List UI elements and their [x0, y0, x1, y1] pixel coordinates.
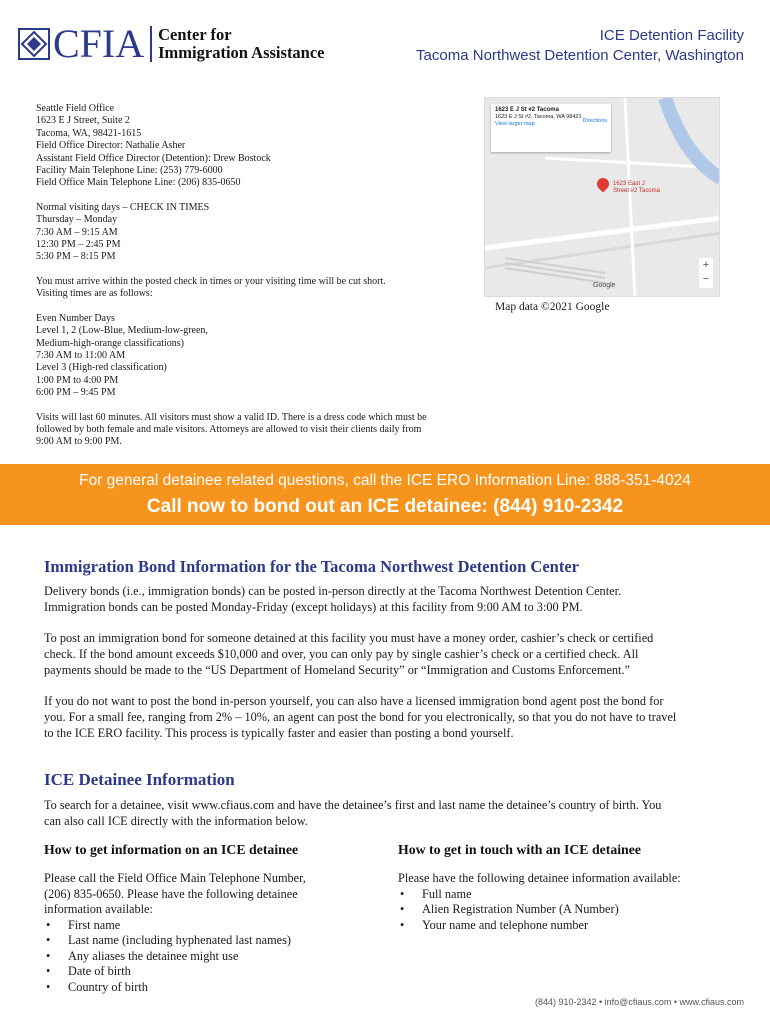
visits-line: 9:00 AM to 9:00 PM. — [36, 436, 122, 448]
contact-column-heading: How to get in touch with an ICE detainee — [398, 842, 641, 857]
map-caption: Map data ©2021 Google — [495, 301, 610, 313]
list-item: • Any aliases the detainee might use — [44, 949, 354, 965]
visits-line: followed by both female and male visitors. Attorneys are allowed to visit their clients daily from — [36, 423, 422, 435]
office-line: Field Office Main Telephone Line: (206) 835-0650 — [36, 177, 241, 189]
list-item: • Last name (including hyphenated last names) — [44, 933, 354, 949]
bond-paragraph — [44, 583, 734, 615]
detainee-section-title: ICE Detainee Information — [44, 770, 235, 789]
bond-line: If you do not want to post the bond in-person yourself, you can also have a licensed immigration bond agent post the bond for — [44, 694, 664, 708]
visiting-block — [36, 202, 466, 264]
even-line: Medium-high-orange classifications) — [36, 337, 185, 349]
logo-sub-line-1: Center for — [158, 25, 232, 44]
map-directions-link[interactable]: Directions — [582, 118, 607, 124]
bond-line: payments should be made to the “US Department of Homeland Security” or “Immigration and Customs Enforcement.” — [44, 663, 630, 677]
logo-sub-line-2: Immigration Assistance — [158, 43, 325, 62]
facility-title — [416, 26, 744, 66]
map-zoom-control[interactable] — [699, 258, 713, 288]
location-map[interactable] — [484, 97, 720, 297]
pin-label-line-1: 1623 East J — [613, 181, 645, 187]
map-view-larger-link[interactable]: View larger map — [495, 121, 535, 127]
visiting-line: Normal visiting days – CHECK IN TIMES — [36, 201, 210, 213]
google-logo: Google — [593, 282, 616, 289]
map-info-card[interactable] — [491, 104, 611, 152]
contact-column-text — [398, 871, 728, 887]
logo-divider — [150, 26, 152, 62]
info-column — [44, 842, 354, 995]
facility-line-1: ICE Detention Facility — [599, 27, 744, 44]
bond-paragraph — [44, 630, 734, 678]
visiting-line: 12:30 PM – 2:45 PM — [36, 239, 121, 251]
visiting-note — [36, 276, 466, 301]
info-list — [44, 918, 354, 996]
visiting-line: 7:30 AM – 9:15 AM — [36, 226, 118, 238]
bond-line: To post an immigration bond for someone detained at this facility you must have a money order, cashier’s check or certified — [44, 631, 654, 645]
even-line: Level 3 (High-red classification) — [36, 362, 167, 374]
note-line: Visiting times are as follows: — [36, 288, 153, 300]
contact-column — [398, 842, 728, 933]
detainee-intro-line: can also call ICE directly with the information below. — [44, 814, 308, 828]
info-text-line: (206) 835-0650. Please have the following detainee — [44, 886, 298, 901]
bond-line: check. If the bond amount exceeds $10,000 and over, you can only pay by single cashier’s check or a certified check. All — [44, 647, 639, 661]
list-item: • Country of birth — [44, 980, 354, 996]
header — [0, 0, 770, 90]
list-item: • Alien Registration Number (A Number) — [398, 902, 728, 918]
map-card-title: 1623 E J St #2 Tacoma — [495, 107, 559, 113]
footer-contact[interactable]: (844) 910-2342 • info@cfiaus.com • www.cfiaus.com — [534, 997, 744, 1007]
list-item: • Your name and telephone number — [398, 918, 728, 934]
office-line: Seattle Field Office — [36, 103, 115, 114]
contact-text-line: Please have the following detainee information available: — [398, 871, 681, 885]
logo-mark-icon — [18, 28, 50, 60]
visits-block — [36, 412, 466, 449]
office-line: Assistant Field Office Director (Detention): Drew Bostock — [36, 152, 271, 164]
even-line: 7:30 AM to 11:00 AM — [36, 349, 126, 361]
bond-call-line[interactable]: Call now to bond out an ICE detainee: (844) 910-2342 — [146, 496, 624, 517]
logo-subtitle — [158, 26, 324, 62]
even-line: Even Number Days — [36, 312, 115, 324]
note-line: You must arrive within the posted check in times or your visiting time will be cut short. — [36, 275, 386, 287]
info-column-text — [44, 871, 354, 918]
info-text-line: Please call the Field Office Main Telephone Number, — [44, 871, 306, 885]
call-banner[interactable] — [0, 464, 770, 525]
visiting-line: Thursday – Monday — [36, 214, 118, 226]
detainee-intro — [44, 797, 734, 829]
bond-section — [44, 557, 734, 756]
cfia-logo[interactable] — [18, 21, 325, 66]
info-text-line: information available: — [44, 902, 153, 916]
bond-line: Delivery bonds (i.e., immigration bonds) can be posted in-person directly at the Tacoma Northwest Detention Center. — [44, 584, 622, 598]
map-pin-label — [613, 181, 660, 195]
detainee-section — [44, 770, 734, 829]
visiting-line: 5:30 PM – 8:15 PM — [36, 251, 116, 263]
zoom-in-icon[interactable]: + — [702, 259, 710, 271]
contact-list — [398, 887, 728, 934]
office-info — [36, 103, 466, 461]
bond-line: you. For a small fee, ranging from 2% – 10%, an agent can post the bond for you electronically, so that you do not have to travel — [44, 710, 677, 724]
office-address-block — [36, 103, 466, 190]
even-line: Level 1, 2 (Low-Blue, Medium-low-green, — [36, 325, 208, 337]
even-days-block — [36, 313, 466, 400]
ero-info-line: For general detainee related questions, call the ICE ERO Information Line: 888-351-4024 — [79, 472, 691, 489]
zoom-out-icon[interactable]: − — [702, 273, 710, 285]
list-item: • Full name — [398, 887, 728, 903]
list-item: • Date of birth — [44, 964, 354, 980]
list-item: • First name — [44, 918, 354, 934]
bond-line: to the ICE ERO facility. This process is typically faster and easier than posting a bond yourself. — [44, 726, 514, 740]
map-card-address: 1623 E J St #2, Tacoma, WA 98421 — [495, 114, 582, 120]
detainee-intro-line: To search for a detainee, visit www.cfiaus.com and have the detainee’s first and last name the detainee’s country of birth. You — [44, 798, 662, 812]
info-column-heading: How to get information on an ICE detainee — [44, 842, 299, 857]
pin-label-line-2: Street #2 Tacoma — [613, 188, 660, 194]
bond-line: Immigration bonds can be posted Monday-Friday (except holidays) at this facility from 9:00 AM to 3:00 PM. — [44, 600, 583, 614]
office-line: Tacoma, WA, 98421-1615 — [36, 127, 142, 139]
logo-text: CFIA — [53, 21, 145, 66]
even-line: 1:00 PM to 4:00 PM — [36, 374, 119, 386]
facility-line-2: Tacoma Northwest Detention Center, Washington — [416, 47, 744, 64]
office-line: Field Office Director: Nathalie Asher — [36, 140, 186, 152]
bond-paragraph — [44, 693, 734, 741]
office-line: 1623 E J Street, Suite 2 — [36, 115, 130, 127]
even-line: 6:00 PM – 9:45 PM — [36, 387, 116, 399]
visits-line: Visits will last 60 minutes. All visitors must show a valid ID. There is a dress code which must be — [36, 411, 427, 423]
office-line: Facility Main Telephone Line: (253) 779-6000 — [36, 165, 223, 177]
bond-section-title: Immigration Bond Information for the Tacoma Northwest Detention Center — [44, 557, 579, 576]
